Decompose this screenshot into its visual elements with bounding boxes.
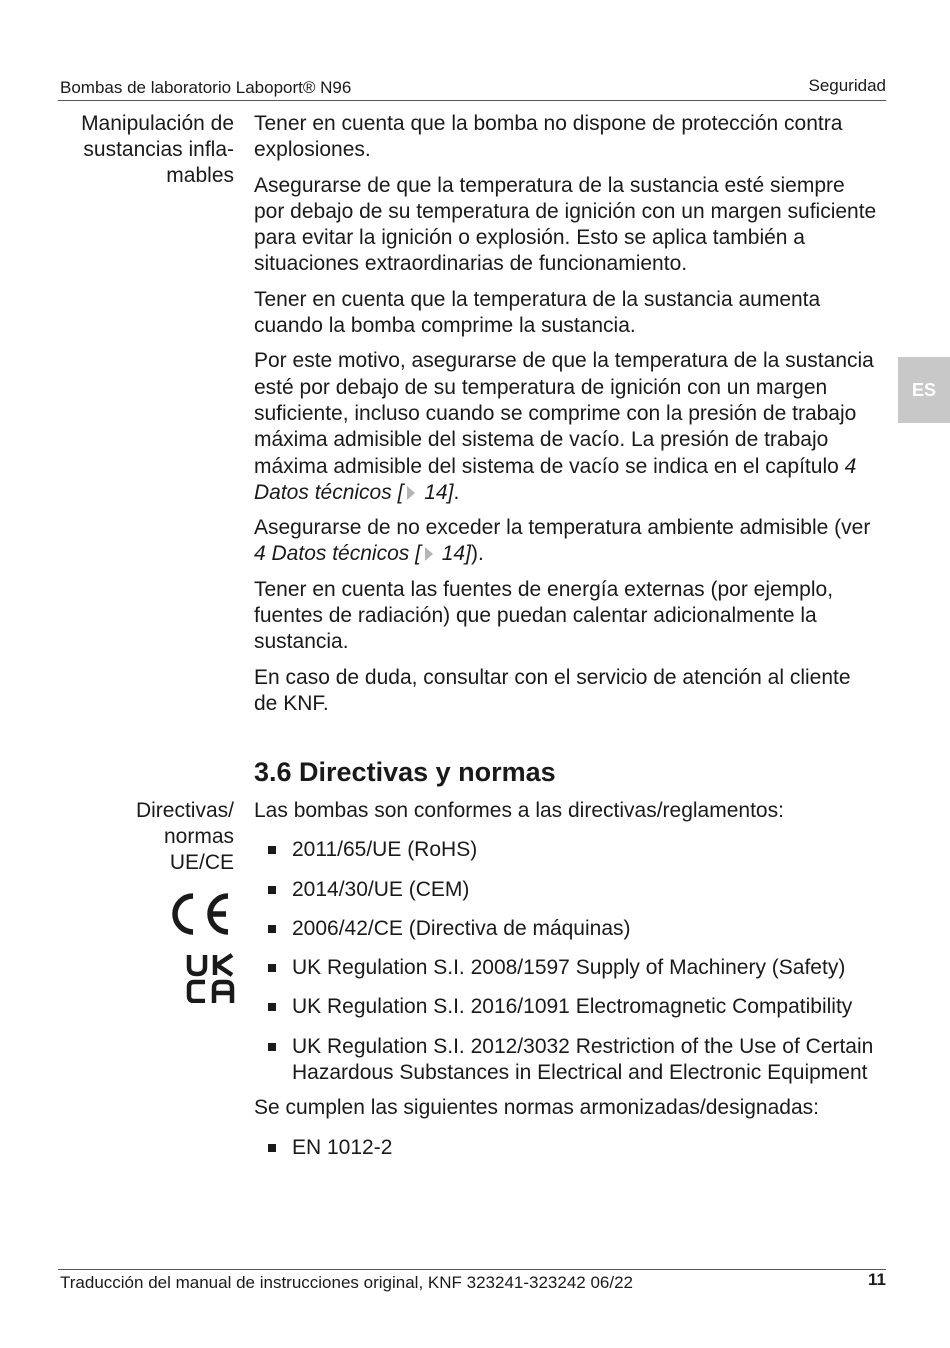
cross-reference-title: 4 Datos técnicos [ — [254, 542, 421, 566]
footer-divider — [58, 1269, 886, 1270]
bullet-icon — [268, 1043, 276, 1051]
list-item — [254, 916, 879, 942]
bullet-icon — [268, 925, 276, 933]
ukca-mark-icon — [186, 953, 236, 1003]
header-document-title: Bombas de laboratorio Laboport® N96 — [60, 78, 352, 97]
side-label-line: sustancias infla- — [83, 138, 234, 161]
footer-text: Traducción del manual de instrucciones original, KNF 323241-323242 06/22 — [60, 1273, 634, 1292]
standards-intro: Se cumplen las siguientes normas armonizadas/designadas: — [254, 1096, 819, 1120]
language-tab: ES — [898, 357, 950, 423]
list-item-text: 2011/65/UE (RoHS) — [292, 838, 478, 862]
list-item — [254, 877, 879, 903]
directives-intro: Las bombas son conformes a las directivas/reglamentos: — [254, 799, 784, 822]
side-label-line: UE/CE — [169, 851, 234, 874]
header-chapter: Seguridad — [808, 76, 886, 95]
flammable-body — [254, 111, 879, 726]
list-item — [254, 955, 879, 981]
bullet-icon — [268, 886, 276, 894]
paragraph: Asegurarse de que la temperatura de la sustancia esté siempre por debajo de su temperatura de ignición con un margen suficiente para evitar la ignición o explosión. Esto se aplica también a situaciones extraordinarias de funcionamiento. — [254, 173, 877, 276]
side-label-line: normas — [163, 825, 234, 848]
paragraph-end: ). — [470, 542, 484, 566]
side-label-line: mables — [166, 164, 234, 187]
list-item — [254, 1034, 879, 1087]
directives-list — [254, 837, 879, 1086]
page-arrow-icon — [407, 486, 415, 500]
cross-reference-page: 14] — [435, 542, 471, 566]
bullet-icon — [268, 964, 276, 972]
list-item — [254, 837, 879, 863]
list-item — [254, 994, 879, 1020]
cross-reference-page: 14] — [418, 480, 454, 504]
side-label-line: Manipulación de — [81, 112, 234, 135]
bullet-icon — [268, 1003, 276, 1011]
paragraph: En caso de duda, consultar con el servicio de atención al cliente de KNF. — [254, 665, 851, 715]
paragraph: Tener en cuenta que la bomba no dispone de protección contra explosiones. — [254, 112, 843, 162]
paragraph-text: Asegurarse de no exceder la temperatura ambiente admisible (ver — [254, 516, 871, 540]
paragraph: Tener en cuenta que la temperatura de la sustancia aumenta cuando la bomba comprime la sustancia. — [254, 287, 821, 338]
side-label-directives — [44, 798, 234, 876]
list-item-text: UK Regulation S.I. 2016/1091 Electromagnetic Compatibility — [292, 995, 853, 1019]
side-label-line: Directivas/ — [135, 799, 234, 822]
list-item-text: EN 1012-2 — [292, 1135, 393, 1159]
ce-mark-icon — [166, 890, 234, 938]
header-divider — [58, 100, 886, 101]
bullet-icon — [268, 846, 276, 854]
cross-reference-link[interactable] — [254, 542, 471, 565]
list-item-text: 2006/42/CE (Directiva de máquinas) — [292, 916, 631, 940]
list-item-text: UK Regulation S.I. 2012/3032 Restriction of the Use of Certain Hazardous Substances in Electrical and Electronic Equipment — [292, 1034, 874, 1085]
paragraph-text: Por este motivo, asegurarse de que la temperatura de la sustancia esté por debajo de su temperatura de ignición con un margen suficiente, incluso cuando se comprime con la presión de trabajo máxima admisible del sistema de vacío. La presión de trabajo máxima admisible del sistema de vacío se indica en el capítulo — [254, 349, 874, 478]
page-arrow-icon — [425, 547, 433, 561]
paragraph — [254, 348, 879, 506]
directives-body — [254, 798, 879, 1174]
list-item-text: UK Regulation S.I. 2008/1597 Supply of Machinery (Safety) — [292, 956, 846, 980]
paragraph — [254, 515, 879, 568]
side-label-flammable — [44, 111, 234, 189]
cross-reference-title: 4 Datos técnicos [ — [254, 454, 857, 504]
list-item — [254, 1135, 879, 1161]
list-item-text: 2014/30/UE (CEM) — [292, 877, 470, 901]
standards-list — [254, 1135, 879, 1161]
page-number: 11 — [868, 1270, 886, 1289]
paragraph: Tener en cuenta las fuentes de energía externas (por ejemplo, fuentes de radiación) que puedan calentar adicionalmente la sustancia. — [254, 577, 834, 654]
bullet-icon — [268, 1144, 276, 1152]
section-title: 3.6 Directivas y normas — [254, 757, 556, 787]
paragraph-end: . — [453, 480, 460, 504]
